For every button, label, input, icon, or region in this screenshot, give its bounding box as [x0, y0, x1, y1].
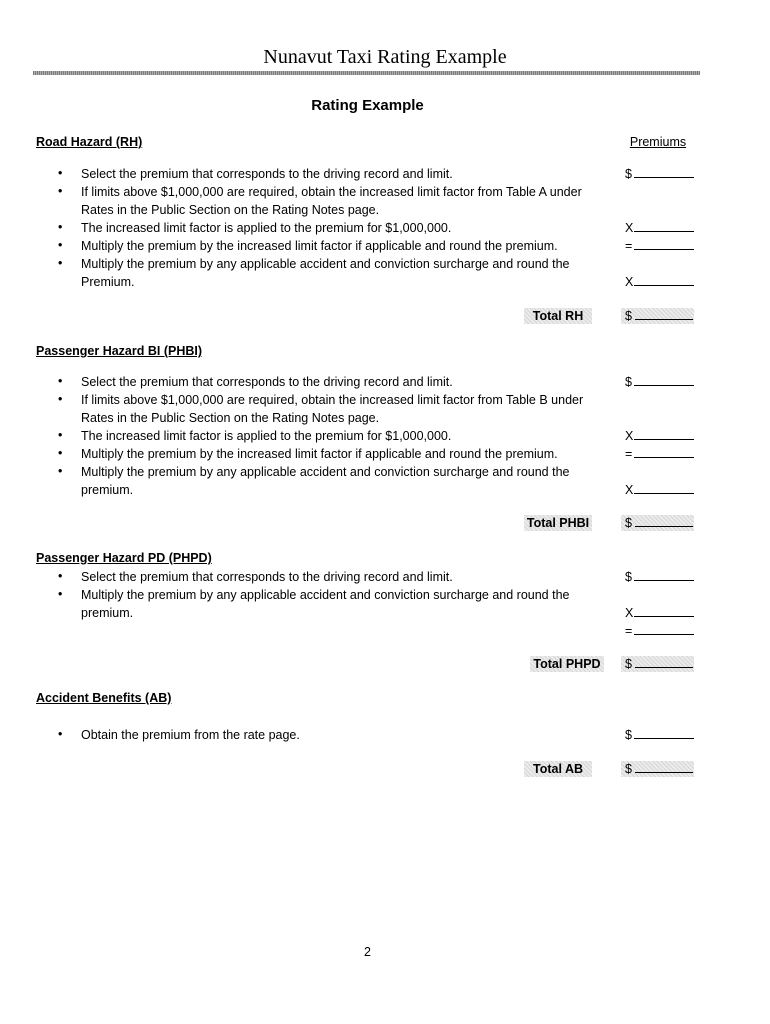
total-field-phbi[interactable]	[621, 515, 694, 531]
field-symbol: $	[625, 167, 632, 181]
rh-premium-field-3[interactable]	[625, 238, 695, 253]
total-label-rh: Total RH	[524, 308, 592, 324]
phbi-bullet-3: The increased limit factor is applied to the premium for $1,000,000.	[81, 429, 452, 443]
rh-premium-field-4[interactable]	[625, 274, 695, 289]
bullet-icon: •	[58, 256, 63, 270]
phbi-premium-field-3[interactable]	[625, 446, 695, 461]
premiums-column-header: Premiums	[629, 135, 687, 149]
phbi-bullet-1: Select the premium that corresponds to the driving record and limit.	[81, 375, 453, 389]
bullet-icon: •	[58, 238, 63, 252]
field-symbol: =	[625, 239, 633, 253]
rh-premium-field-1[interactable]	[625, 166, 695, 181]
total-label-phpd: Total PHPD	[530, 656, 604, 672]
phbi-premium-field-4[interactable]	[625, 482, 695, 497]
bullet-icon: •	[58, 569, 63, 583]
phpd-premium-field-3[interactable]	[625, 623, 695, 638]
page-number: 2	[364, 945, 371, 959]
section-heading-phbi: Passenger Hazard BI (PHBI)	[36, 344, 203, 358]
ab-premium-field-1[interactable]	[625, 727, 695, 742]
document-title: Nunavut Taxi Rating Example	[263, 46, 507, 68]
section-heading-ab: Accident Benefits (AB)	[36, 691, 172, 705]
field-symbol: $	[625, 762, 632, 776]
bullet-icon: •	[58, 374, 63, 388]
bullet-icon: •	[58, 184, 63, 198]
field-symbol: X	[625, 483, 634, 497]
field-symbol: $	[625, 728, 632, 742]
rh-bullet-1: Select the premium that corresponds to the driving record and limit.	[81, 167, 453, 181]
total-label-phbi: Total PHBI	[524, 515, 592, 531]
title-rule	[33, 71, 700, 75]
field-symbol: =	[625, 624, 633, 638]
field-symbol: =	[625, 447, 633, 461]
bullet-icon: •	[58, 428, 63, 442]
phpd-premium-field-1[interactable]	[625, 569, 695, 584]
field-symbol: $	[625, 570, 632, 584]
bullet-icon: •	[58, 166, 63, 180]
bullet-icon: •	[58, 220, 63, 234]
phbi-bullet-4: Multiply the premium by the increased limit factor if applicable and round the premium.	[81, 447, 558, 461]
phbi-bullet-5: Multiply the premium by any applicable accident and conviction surcharge and round the premium.	[81, 465, 570, 497]
field-symbol: X	[625, 429, 634, 443]
rh-bullet-2: If limits above $1,000,000 are required, obtain the increased limit factor from Table A under Rates in the Public Section on the Rating Notes page.	[81, 185, 582, 217]
field-symbol: X	[625, 275, 634, 289]
phpd-premium-field-2[interactable]	[625, 605, 695, 620]
phbi-premium-field-2[interactable]	[625, 428, 695, 443]
phpd-bullet-1: Select the premium that corresponds to the driving record and limit.	[81, 570, 453, 584]
field-symbol: X	[625, 606, 634, 620]
total-field-phpd[interactable]	[621, 656, 694, 672]
rh-premium-field-2[interactable]	[625, 220, 695, 235]
total-label-ab: Total AB	[524, 761, 592, 777]
field-symbol: $	[625, 657, 632, 671]
field-symbol: $	[625, 309, 632, 323]
document-subtitle: Rating Example	[311, 97, 424, 114]
bullet-icon: •	[58, 446, 63, 460]
total-field-ab[interactable]	[621, 761, 694, 777]
bullet-icon: •	[58, 727, 63, 741]
phpd-bullet-2: Multiply the premium by any applicable accident and conviction surcharge and round the premium.	[81, 588, 570, 620]
phbi-premium-field-1[interactable]	[625, 374, 695, 389]
section-heading-rh: Road Hazard (RH)	[36, 135, 143, 149]
total-field-rh[interactable]	[621, 308, 694, 324]
section-heading-phpd: Passenger Hazard PD (PHPD)	[36, 551, 212, 565]
phbi-bullet-2: If limits above $1,000,000 are required, obtain the increased limit factor from Table B under Rates in the Public Section on the Rating Notes page.	[81, 393, 584, 425]
bullet-icon: •	[58, 587, 63, 601]
field-symbol: $	[625, 375, 632, 389]
field-symbol: $	[625, 516, 632, 530]
ab-bullet-1: Obtain the premium from the rate page.	[81, 728, 300, 742]
bullet-icon: •	[58, 464, 63, 478]
bullet-icon: •	[58, 392, 63, 406]
field-symbol: X	[625, 221, 634, 235]
rh-bullet-4: Multiply the premium by the increased limit factor if applicable and round the premium.	[81, 239, 558, 253]
rh-bullet-3: The increased limit factor is applied to the premium for $1,000,000.	[81, 221, 452, 235]
rh-bullet-5: Multiply the premium by any applicable accident and conviction surcharge and round the Premium.	[81, 257, 570, 289]
